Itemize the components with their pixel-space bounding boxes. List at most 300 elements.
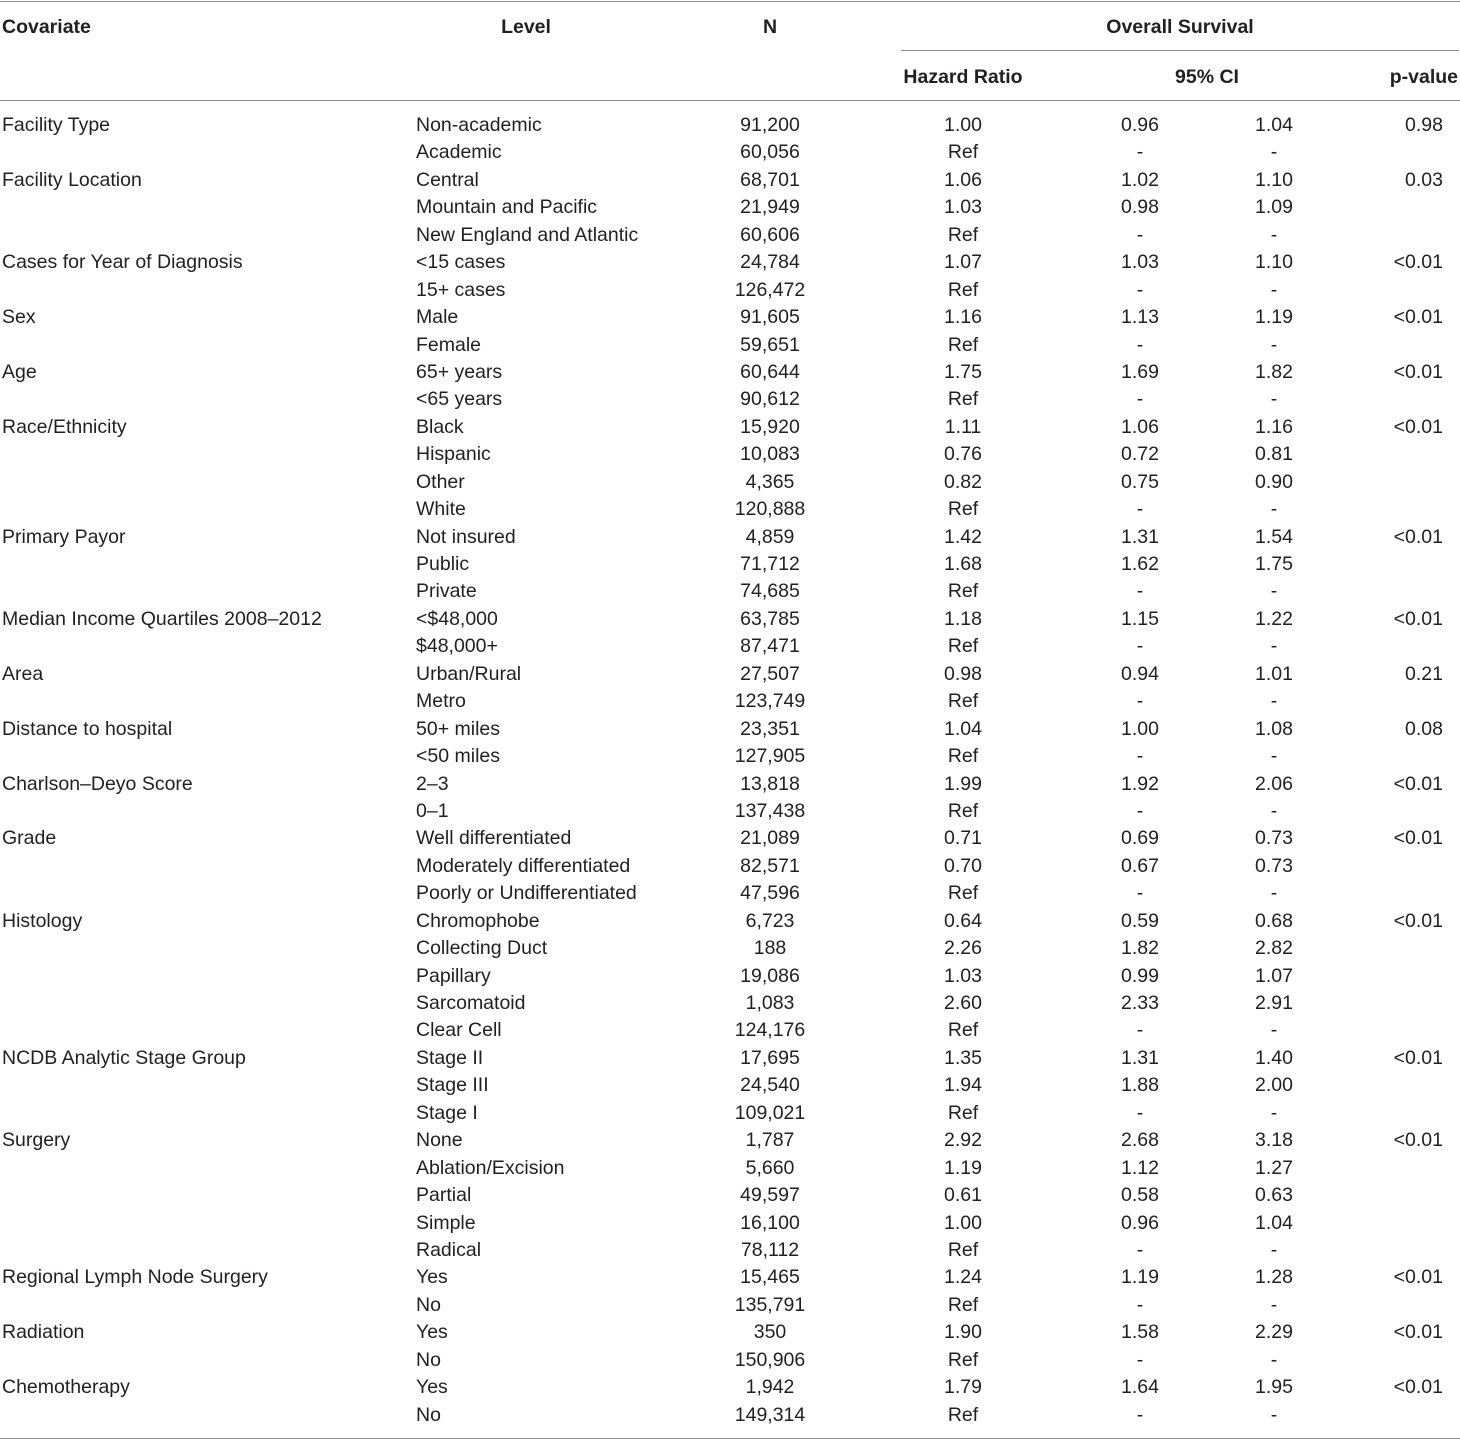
level-cell: No <box>416 1348 441 1371</box>
hazard-ratio-cell: Ref <box>947 635 979 658</box>
level-cell: <15 cases <box>416 251 506 274</box>
covariate-cell: Facility Type <box>2 114 111 136</box>
ci-lower-cell: 1.82 <box>1121 937 1159 960</box>
hazard-ratio-cell: Ref <box>947 278 979 301</box>
n-cell: 82,571 <box>740 854 800 877</box>
ci-lower-cell: - <box>1136 388 1144 411</box>
table-row <box>0 139 1460 166</box>
n-cell: 15,465 <box>740 1266 800 1289</box>
ci-upper-cell: 1.01 <box>1255 662 1293 685</box>
covariate-cell: NCDB Analytic Stage Group <box>2 1046 246 1069</box>
ci-lower-cell: 1.58 <box>1121 1321 1159 1344</box>
n-cell: 63,785 <box>740 607 800 630</box>
ci-upper-cell: - <box>1270 799 1278 822</box>
covariate-cell: Regional Lymph Node Surgery <box>2 1266 268 1289</box>
table-row <box>0 963 1460 990</box>
ci-lower-cell: 0.96 <box>1121 114 1159 136</box>
ci-upper-cell: 1.27 <box>1255 1156 1293 1179</box>
ci-upper-cell: 1.22 <box>1255 607 1293 630</box>
ci-upper-cell: 1.07 <box>1255 964 1293 987</box>
hazard-ratio-cell: 1.07 <box>944 251 982 274</box>
ci-lower-cell: 1.31 <box>1121 525 1159 548</box>
hazard-ratio-cell: 0.98 <box>944 662 982 685</box>
hazard-ratio-cell: 1.90 <box>944 1321 982 1344</box>
level-cell: Stage III <box>416 1074 489 1097</box>
covariate-cell: Sex <box>2 306 36 329</box>
hazard-ratio-cell: Ref <box>947 745 979 768</box>
table-row <box>0 551 1460 578</box>
n-cell: 71,712 <box>740 553 800 575</box>
n-cell: 120,888 <box>734 498 806 521</box>
level-cell: Simple <box>416 1211 476 1234</box>
hazard-ratio-cell: Ref <box>947 1019 979 1042</box>
ci-lower-cell: 0.67 <box>1121 854 1159 877</box>
table-row <box>0 1017 1460 1044</box>
header-bottom-rule <box>0 100 1460 101</box>
header-n: N <box>762 16 778 38</box>
ci-upper-cell: - <box>1270 333 1278 356</box>
header-level: Level <box>501 16 551 38</box>
hazard-ratio-cell: Ref <box>947 580 979 603</box>
p-value-cell: <0.01 <box>1393 306 1443 329</box>
table-row <box>0 908 1460 935</box>
header-covariate: Covariate <box>2 16 91 38</box>
n-cell: 27,507 <box>740 662 800 685</box>
level-cell: $48,000+ <box>416 635 498 658</box>
table-row <box>0 469 1460 496</box>
hazard-ratio-cell: 1.68 <box>944 553 982 575</box>
table-row <box>0 771 1460 798</box>
table-row <box>0 578 1460 605</box>
ci-lower-cell: 1.92 <box>1121 772 1159 795</box>
level-cell: Academic <box>416 141 502 164</box>
level-cell: Radical <box>416 1238 482 1261</box>
ci-upper-cell: - <box>1270 1101 1278 1124</box>
ci-lower-cell: 1.02 <box>1121 168 1159 191</box>
ci-lower-cell: 0.72 <box>1121 443 1159 466</box>
covariate-cell: Facility Location <box>2 168 142 191</box>
n-cell: 60,606 <box>740 223 800 246</box>
hazard-ratio-cell: 0.61 <box>944 1184 982 1207</box>
ci-upper-cell: - <box>1270 388 1278 411</box>
ci-lower-cell: - <box>1136 1101 1144 1124</box>
hazard-ratio-cell: Ref <box>947 799 979 822</box>
level-cell: Papillary <box>416 964 491 987</box>
p-value-cell: <0.01 <box>1393 415 1443 438</box>
level-cell: Partial <box>416 1184 472 1207</box>
level-cell: Poorly or Undifferentiated <box>416 882 637 905</box>
table-bottom-rule <box>0 1438 1460 1439</box>
n-cell: 91,200 <box>740 114 800 136</box>
table-row <box>0 825 1460 852</box>
ci-upper-cell: 2.00 <box>1255 1074 1293 1097</box>
header-95-ci: 95% CI <box>1175 66 1239 88</box>
table-row <box>0 661 1460 688</box>
p-value-cell: 0.98 <box>1405 114 1443 136</box>
table-row <box>0 277 1460 304</box>
hazard-ratio-cell: Ref <box>947 1238 979 1261</box>
n-cell: 74,685 <box>740 580 800 603</box>
level-cell: Not insured <box>416 525 516 548</box>
p-value-cell: 0.21 <box>1405 662 1443 685</box>
level-cell: <50 miles <box>416 745 500 768</box>
ci-lower-cell: - <box>1136 141 1144 164</box>
ci-lower-cell: - <box>1136 223 1144 246</box>
table-row <box>0 1237 1460 1264</box>
level-cell: New England and Atlantic <box>416 223 639 246</box>
ci-lower-cell: - <box>1136 799 1144 822</box>
ci-upper-cell: - <box>1270 141 1278 164</box>
level-cell: Mountain and Pacific <box>416 196 598 219</box>
table-row <box>0 1155 1460 1182</box>
p-value-cell: <0.01 <box>1393 1266 1443 1289</box>
hazard-ratio-cell: 1.00 <box>944 1211 982 1234</box>
ci-upper-cell: 1.95 <box>1255 1376 1293 1399</box>
table-row <box>0 1347 1460 1374</box>
ci-upper-cell: 0.68 <box>1255 909 1293 932</box>
n-cell: 60,056 <box>740 141 800 164</box>
ci-upper-cell: 0.73 <box>1255 854 1293 877</box>
ci-lower-cell: 1.12 <box>1121 1156 1159 1179</box>
table-row <box>0 222 1460 249</box>
n-cell: 126,472 <box>734 278 806 301</box>
table-row <box>0 1182 1460 1209</box>
table-row <box>0 441 1460 468</box>
ci-upper-cell: 1.10 <box>1255 168 1293 191</box>
ci-upper-cell: 0.90 <box>1255 470 1293 493</box>
level-cell: Chromophobe <box>416 909 540 932</box>
table-row <box>0 112 1460 139</box>
n-cell: 68,701 <box>740 168 800 191</box>
hazard-ratio-cell: 1.03 <box>944 964 982 987</box>
level-cell: 0–1 <box>416 799 449 822</box>
covariate-cell: Race/Ethnicity <box>2 415 127 438</box>
ci-upper-cell: - <box>1270 1238 1278 1261</box>
n-cell: 24,540 <box>740 1074 800 1097</box>
ci-upper-cell: - <box>1270 690 1278 713</box>
ci-lower-cell: 0.94 <box>1121 662 1159 685</box>
ci-upper-cell: 1.08 <box>1255 717 1293 740</box>
level-cell: Yes <box>416 1376 448 1399</box>
table-row <box>0 496 1460 523</box>
ci-lower-cell: - <box>1136 745 1144 768</box>
ci-upper-cell: - <box>1270 1293 1278 1316</box>
n-cell: 1,787 <box>745 1129 795 1152</box>
p-value-cell: <0.01 <box>1393 251 1443 274</box>
hazard-ratio-cell: 0.71 <box>944 827 982 850</box>
n-cell: 135,791 <box>734 1293 806 1316</box>
ci-upper-cell: - <box>1270 278 1278 301</box>
ci-upper-cell: 2.91 <box>1255 992 1293 1014</box>
n-cell: 137,438 <box>734 799 806 822</box>
n-cell: 5,660 <box>745 1156 795 1179</box>
ci-upper-cell: 3.18 <box>1255 1129 1293 1152</box>
n-cell: 91,605 <box>740 306 800 329</box>
p-value-cell: <0.01 <box>1393 772 1443 795</box>
ci-lower-cell: 1.15 <box>1121 607 1159 630</box>
hazard-ratio-cell: 2.60 <box>944 992 982 1014</box>
ci-upper-cell: 0.63 <box>1255 1184 1293 1207</box>
ci-lower-cell: 0.69 <box>1121 827 1159 850</box>
ci-lower-cell: 0.98 <box>1121 196 1159 219</box>
table-row <box>0 1045 1460 1072</box>
hazard-ratio-cell: Ref <box>947 882 979 905</box>
level-cell: None <box>416 1129 463 1152</box>
level-cell: Metro <box>416 690 466 713</box>
ci-lower-cell: 2.33 <box>1121 992 1159 1014</box>
table-row <box>0 359 1460 386</box>
ci-lower-cell: 1.69 <box>1121 360 1159 383</box>
hazard-ratio-cell: 1.42 <box>944 525 982 548</box>
hazard-ratio-cell: 0.82 <box>944 470 982 493</box>
hazard-ratio-cell: 1.11 <box>944 415 982 438</box>
level-cell: No <box>416 1403 441 1426</box>
level-cell: Male <box>416 306 459 329</box>
ci-upper-cell: - <box>1270 1348 1278 1371</box>
level-cell: 2–3 <box>416 772 449 795</box>
hazard-ratio-cell: 0.70 <box>944 854 982 877</box>
ci-lower-cell: 1.13 <box>1121 306 1159 329</box>
n-cell: 49,597 <box>740 1184 800 1207</box>
ci-lower-cell: 1.88 <box>1121 1074 1159 1097</box>
level-cell: Stage I <box>416 1101 478 1124</box>
table-row <box>0 386 1460 413</box>
ci-upper-cell: - <box>1270 580 1278 603</box>
hazard-ratio-cell: 1.03 <box>944 196 982 219</box>
n-cell: 109,021 <box>734 1101 806 1124</box>
level-cell: Yes <box>416 1321 448 1344</box>
level-cell: 65+ years <box>416 360 503 383</box>
p-value-cell: <0.01 <box>1393 1129 1443 1152</box>
n-cell: 16,100 <box>740 1211 800 1234</box>
ci-upper-cell: 2.06 <box>1255 772 1293 795</box>
level-cell: Female <box>416 333 482 356</box>
ci-upper-cell: 1.40 <box>1255 1046 1293 1069</box>
table-row <box>0 1127 1460 1154</box>
table-body <box>0 112 1460 1429</box>
n-cell: 6,723 <box>745 909 795 932</box>
n-cell: 21,949 <box>740 196 800 219</box>
ci-lower-cell: - <box>1136 882 1144 905</box>
n-cell: 10,083 <box>740 443 800 466</box>
ci-upper-cell: 2.29 <box>1255 1321 1293 1344</box>
hazard-ratio-cell: Ref <box>947 1348 979 1371</box>
ci-upper-cell: 1.54 <box>1255 525 1293 548</box>
table-row <box>0 249 1460 276</box>
level-cell: Urban/Rural <box>416 662 522 685</box>
ci-upper-cell: - <box>1270 745 1278 768</box>
hazard-ratio-cell: Ref <box>947 1293 979 1316</box>
ci-upper-cell: 1.19 <box>1255 306 1293 329</box>
p-value-cell: <0.01 <box>1393 827 1443 850</box>
table-row <box>0 332 1460 359</box>
level-cell: 50+ miles <box>416 717 500 740</box>
ci-upper-cell: 1.82 <box>1255 360 1293 383</box>
hazard-ratio-cell: 1.79 <box>944 1376 982 1399</box>
ci-upper-cell: - <box>1270 635 1278 658</box>
ci-lower-cell: 1.64 <box>1121 1376 1159 1399</box>
n-cell: 15,920 <box>740 415 800 438</box>
hazard-ratio-cell: Ref <box>947 1403 979 1426</box>
ci-upper-cell: 1.09 <box>1255 196 1293 219</box>
level-cell: Private <box>416 580 477 603</box>
n-cell: 188 <box>753 937 787 960</box>
ci-lower-cell: - <box>1136 580 1144 603</box>
table-top-rule <box>0 1 1460 2</box>
ci-lower-cell: 1.06 <box>1121 415 1159 438</box>
covariate-cell: Area <box>2 662 44 685</box>
level-cell: Non-academic <box>416 114 542 136</box>
hazard-ratio-cell: 2.92 <box>944 1129 982 1152</box>
covariate-cell: Radiation <box>2 1321 85 1344</box>
p-value-cell: 0.08 <box>1405 717 1443 740</box>
ci-upper-cell: - <box>1270 1019 1278 1042</box>
ci-upper-cell: 1.75 <box>1255 553 1293 575</box>
table-row <box>0 688 1460 715</box>
n-cell: 87,471 <box>740 635 800 658</box>
ci-lower-cell: 1.31 <box>1121 1046 1159 1069</box>
ci-lower-cell: - <box>1136 1238 1144 1261</box>
header-p-value: p-value <box>1389 66 1458 88</box>
n-cell: 59,651 <box>740 333 800 356</box>
level-cell: Clear Cell <box>416 1019 502 1042</box>
n-cell: 24,784 <box>740 251 800 274</box>
n-cell: 149,314 <box>734 1403 806 1426</box>
hazard-ratio-cell: 1.24 <box>944 1266 982 1289</box>
level-cell: Sarcomatoid <box>416 992 526 1014</box>
hazard-ratio-cell: 1.94 <box>944 1074 982 1097</box>
hazard-ratio-cell: 1.16 <box>944 306 982 329</box>
n-cell: 4,365 <box>745 470 795 493</box>
n-cell: 78,112 <box>740 1238 800 1261</box>
covariate-cell: Age <box>2 360 37 383</box>
ci-upper-cell: 1.04 <box>1255 1211 1293 1234</box>
ci-lower-cell: 1.62 <box>1121 553 1159 575</box>
table-row <box>0 716 1460 743</box>
n-cell: 90,612 <box>740 388 800 411</box>
level-cell: <65 years <box>416 388 503 411</box>
covariate-cell: Distance to hospital <box>2 717 173 740</box>
hazard-ratio-cell: Ref <box>947 141 979 164</box>
level-cell: Hispanic <box>416 443 491 466</box>
ci-lower-cell: - <box>1136 1019 1144 1042</box>
ci-lower-cell: 0.96 <box>1121 1211 1159 1234</box>
ci-lower-cell: - <box>1136 1348 1144 1371</box>
table-row <box>0 1264 1460 1291</box>
header-hazard-ratio: Hazard Ratio <box>903 66 1023 88</box>
hazard-ratio-cell: Ref <box>947 690 979 713</box>
table-row <box>0 1319 1460 1346</box>
p-value-cell: <0.01 <box>1393 360 1443 383</box>
n-cell: 123,749 <box>734 690 806 713</box>
p-value-cell: <0.01 <box>1393 1376 1443 1399</box>
table-row <box>0 743 1460 770</box>
ci-lower-cell: 2.68 <box>1121 1129 1159 1152</box>
ci-lower-cell: 0.58 <box>1121 1184 1159 1207</box>
level-cell: Well differentiated <box>416 827 572 850</box>
hazard-ratio-cell: Ref <box>947 223 979 246</box>
hazard-ratio-cell: 2.26 <box>944 937 982 960</box>
n-cell: 47,596 <box>740 882 800 905</box>
ci-lower-cell: - <box>1136 635 1144 658</box>
hazard-ratio-cell: 1.35 <box>944 1046 982 1069</box>
p-value-cell: <0.01 <box>1393 1046 1443 1069</box>
table-row <box>0 304 1460 331</box>
ci-lower-cell: 1.19 <box>1121 1266 1159 1289</box>
ci-upper-cell: - <box>1270 882 1278 905</box>
ci-lower-cell: - <box>1136 333 1144 356</box>
ci-lower-cell: - <box>1136 1403 1144 1426</box>
table-row <box>0 414 1460 441</box>
hazard-ratio-cell: 1.04 <box>944 717 982 740</box>
n-cell: 17,695 <box>740 1046 800 1069</box>
level-cell: 15+ cases <box>416 278 506 301</box>
table-row <box>0 194 1460 221</box>
covariate-cell: Primary Payor <box>2 525 126 548</box>
ci-upper-cell: - <box>1270 223 1278 246</box>
ci-lower-cell: - <box>1136 498 1144 521</box>
ci-upper-cell: 1.28 <box>1255 1266 1293 1289</box>
covariate-cell: Chemotherapy <box>2 1376 130 1399</box>
covariate-cell: Charlson–Deyo Score <box>2 772 193 795</box>
hazard-ratio-cell: Ref <box>947 498 979 521</box>
table-row <box>0 1292 1460 1319</box>
ci-lower-cell: - <box>1136 690 1144 713</box>
n-cell: 1,083 <box>745 992 795 1014</box>
hazard-ratio-cell: 1.75 <box>944 360 982 383</box>
covariate-cell: Histology <box>2 909 83 932</box>
level-cell: Moderately differentiated <box>416 854 631 877</box>
table-row <box>0 990 1460 1017</box>
ci-lower-cell: - <box>1136 278 1144 301</box>
n-cell: 23,351 <box>740 717 800 740</box>
header-overall-survival: Overall Survival <box>1106 16 1254 38</box>
ci-upper-cell: 0.81 <box>1255 443 1293 466</box>
n-cell: 4,859 <box>745 525 795 548</box>
hazard-ratio-cell: 1.18 <box>944 607 982 630</box>
p-value-cell: <0.01 <box>1393 607 1443 630</box>
n-cell: 150,906 <box>734 1348 806 1371</box>
p-value-cell: <0.01 <box>1393 525 1443 548</box>
n-cell: 127,905 <box>734 745 806 768</box>
ci-upper-cell: 2.82 <box>1255 937 1293 960</box>
ci-upper-cell: - <box>1270 498 1278 521</box>
ci-upper-cell: 1.16 <box>1255 415 1293 438</box>
table-row <box>0 853 1460 880</box>
table-row <box>0 524 1460 551</box>
level-cell: Public <box>416 553 470 575</box>
overall-survival-rule <box>901 50 1459 51</box>
hazard-ratio-cell: 0.64 <box>944 909 982 932</box>
ci-lower-cell: 0.75 <box>1121 470 1159 493</box>
table-row <box>0 935 1460 962</box>
level-cell: Collecting Duct <box>416 937 548 960</box>
n-cell: 350 <box>753 1321 787 1344</box>
n-cell: 21,089 <box>740 827 800 850</box>
level-cell: Ablation/Excision <box>416 1156 565 1179</box>
level-cell: White <box>416 498 466 521</box>
level-cell: <$48,000 <box>416 607 498 630</box>
hazard-ratio-cell: Ref <box>947 333 979 356</box>
hazard-ratio-cell: 1.00 <box>944 114 982 136</box>
table-row <box>0 1374 1460 1401</box>
covariate-cell: Cases for Year of Diagnosis <box>2 251 243 274</box>
ci-lower-cell: - <box>1136 1293 1144 1316</box>
n-cell: 19,086 <box>740 964 800 987</box>
n-cell: 60,644 <box>740 360 800 383</box>
table-row <box>0 1100 1460 1127</box>
table-row <box>0 1402 1460 1429</box>
